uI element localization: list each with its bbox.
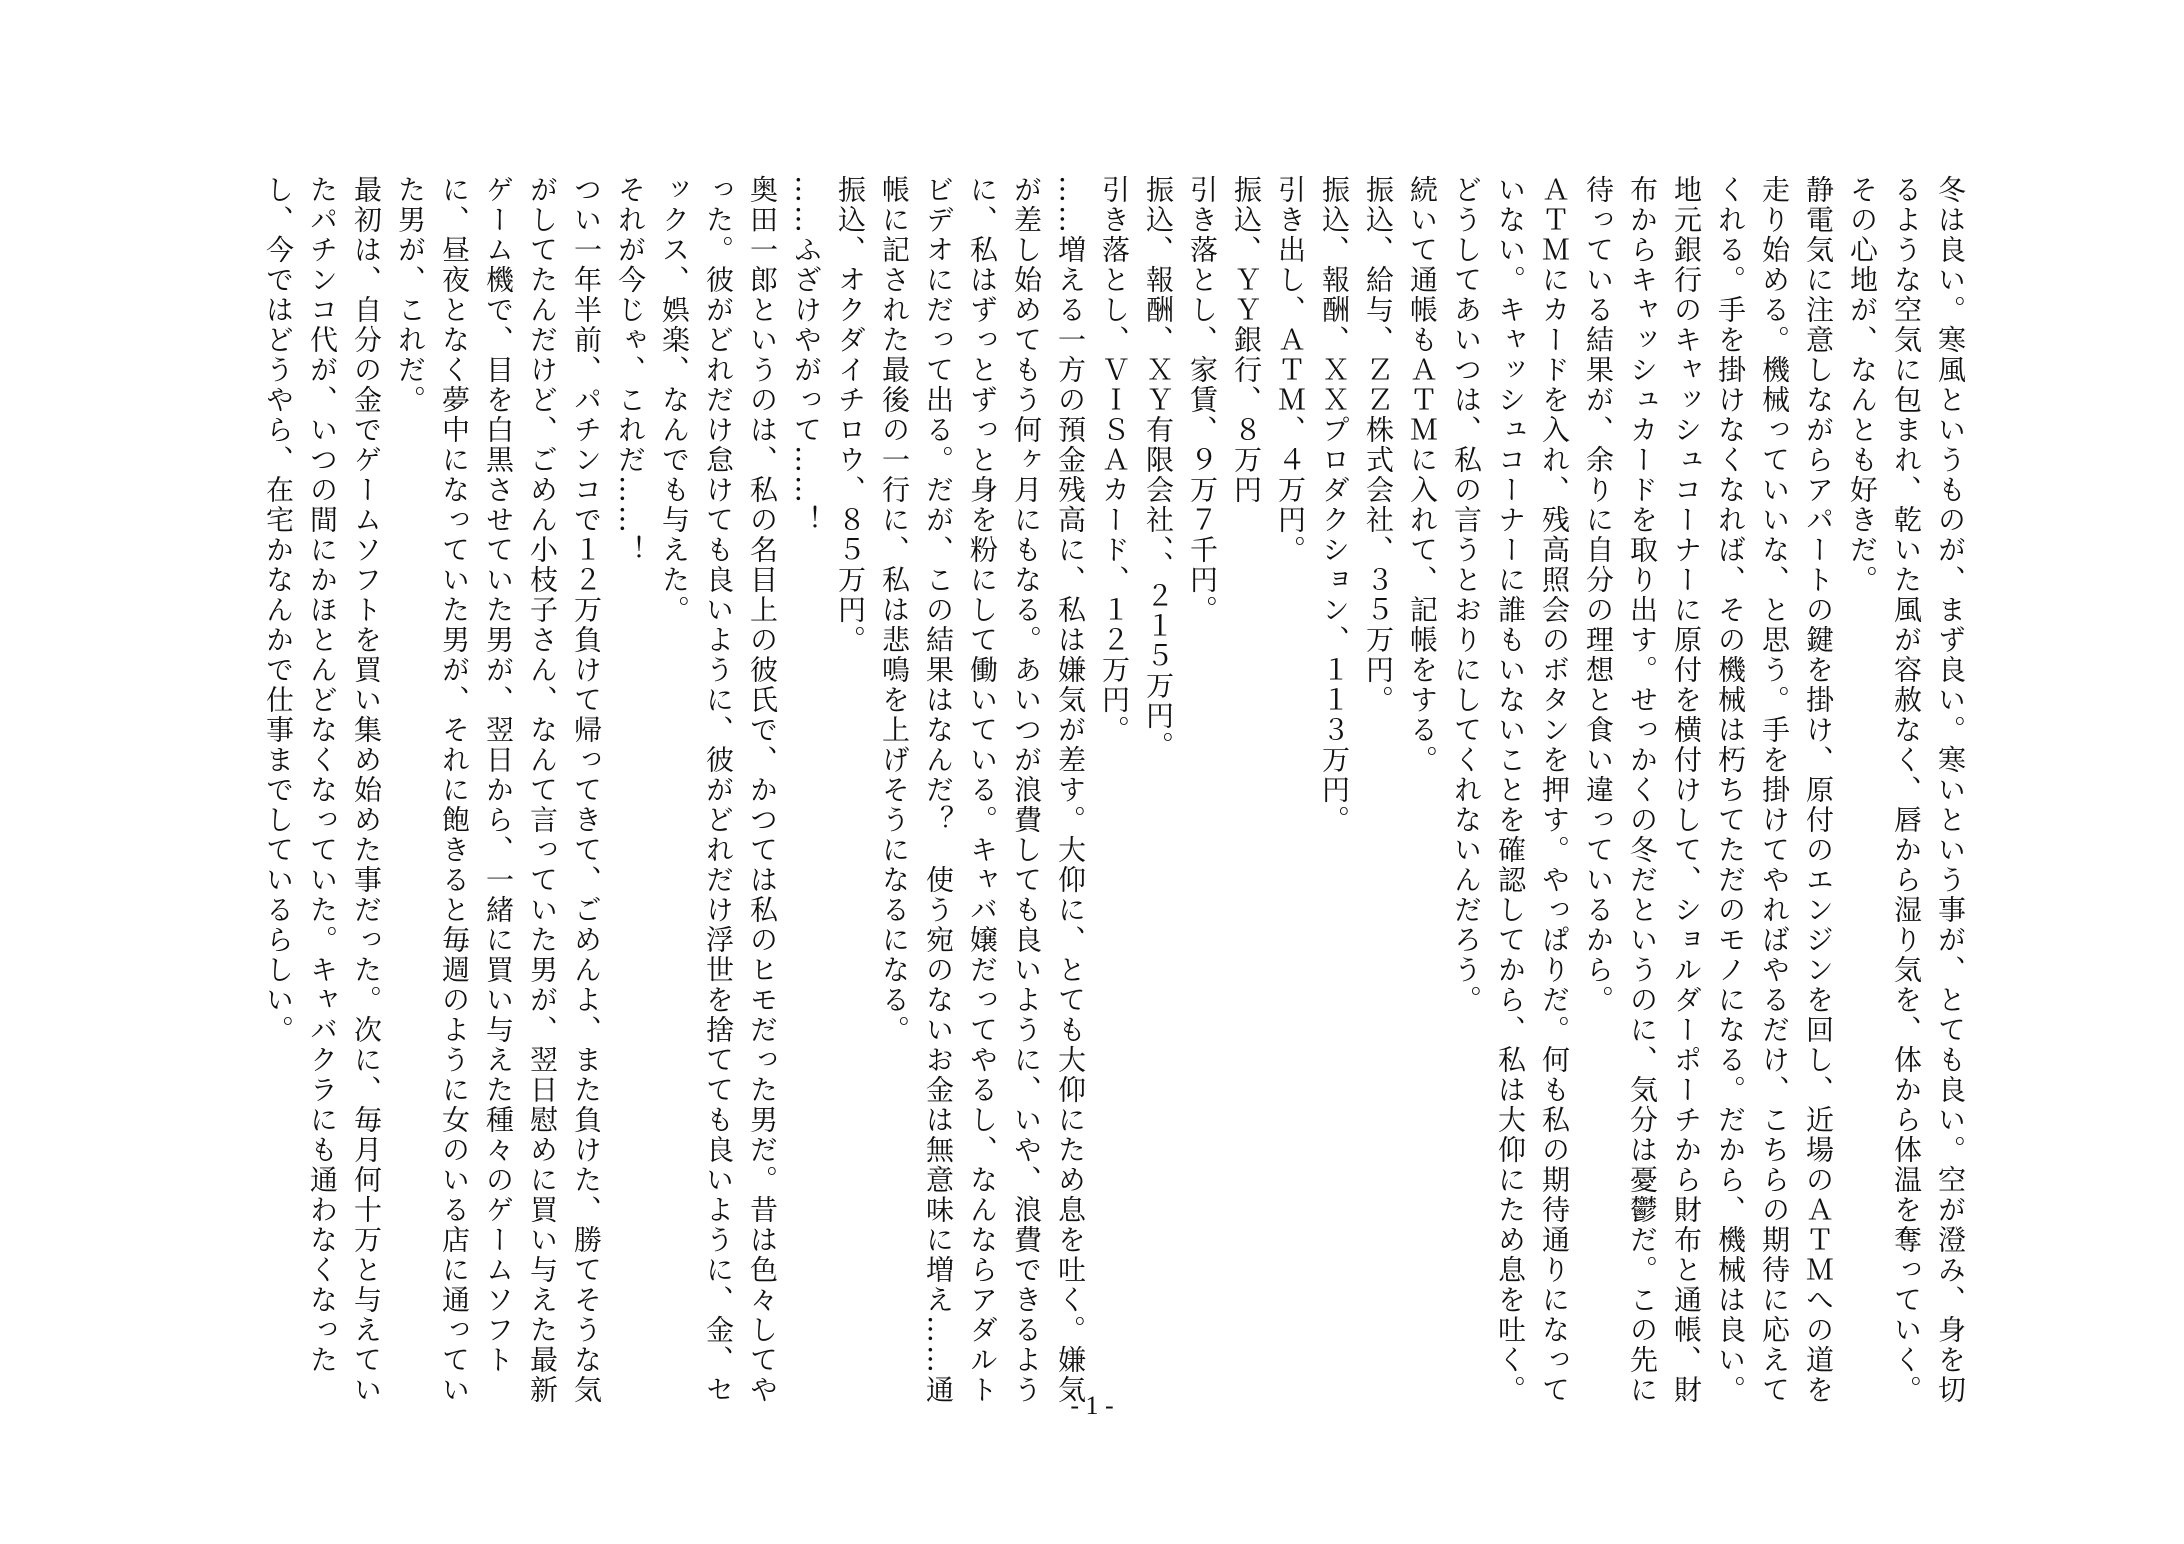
paragraph: つい一年半前、パチンコで１２万負けて帰ってきて、ごめんよ、また負けた、勝てそうな気がしてたんだけど、ごめん小枝子さん、なんて言っていた男が、翌日慰めに買い与えた最新ゲーム機で、目を白黒させていた男が、翌日から、一緒に買い与えた種々のゲームソフトに、昼夜となく夢中になっていた男が、それに飽きると毎週のように女のいる店に通っていた男が、これだ。 — [394, 175, 603, 1405]
paragraph: ……増える一方の預金残高に、私は嫌気が差す。大仰に、とても大仰にため息を吐く。嫌気が差し始めてもう何ヶ月にもなる。あいつが浪費しても良いように、いや、浪費できるように、私はずっとずっと身を粉にして働いている。キャバ嬢だってやるし、なんならアダルトビデオにだって出る。だが、この結果はなんだ？ 使う宛のないお金は無意味に増え……通帳に記された最後の一行に、私は悲鳴を上げそうになるになる。 — [878, 175, 1087, 1405]
paragraph: それが今じゃ、これだ……！ — [614, 175, 647, 565]
paragraph: 最初は、自分の金でゲームソフトを買い集め始めた事だった。次に、毎月何十万と与えていたパチンコ代が、いつの間にかほとんどなくなっていた。キャバクラにも通わなくなったし、今ではどうやら、在宅かなんかで仕事までしているらしい。 — [262, 175, 383, 1405]
paragraph: 引き出し、ＡＴＭ、４万円。 — [1274, 175, 1307, 565]
paragraph: 静電気に注意しながらアパートの鍵を掛け、原付のエンジンを回し、近場のＡＴＭへの道を走り始める。機械っていいな、と思う。手を掛けてやればやるだけ、こちらの期待に応えてくれる。手を掛けなくなれば、その機械は朽ちてただのモノになる。だから、機械は良い。 — [1714, 175, 1835, 1405]
paragraph: 冬は良い。寒風というものが、まず良い。寒いという事が、とても良い。空が澄み、身を切るような空気に包まれ、乾いた風が容赦なく、唇から湿り気を、体から体温を奪っていく。その心地が、なんとも好きだ。 — [1846, 175, 1967, 1405]
paragraph: 振込、報酬、ＸＹ有限会社、、２１５万円。 — [1142, 175, 1175, 761]
paragraph: 奥田一郎というのは、私の名目上の彼氏で、かつては私のヒモだった男だ。昔は色々してやった。彼がどれだけ怠けても良いように、彼がどれだけ浮世を捨てても良いように、金、セックス、娯楽、なんでも与えた。 — [658, 175, 779, 1405]
paragraph: 引き落とし、ＶＩＳＡカード、１２万円。 — [1098, 175, 1131, 745]
paragraph: 振込、ＹＹ銀行、８万円 — [1230, 175, 1263, 505]
paragraph: 振込、オクダイチロウ、８５万円。 — [834, 175, 867, 655]
page-number: - 1 - — [1070, 1391, 1114, 1420]
paragraph: 引き落とし、家賃、９万７千円。 — [1186, 175, 1219, 625]
paragraph: 振込、報酬、ＸＸプロダクション、１１３万円。 — [1318, 175, 1351, 835]
vertical-text-body — [212, 175, 1972, 1407]
paragraph: ＡＴＭにカードを入れ、残高照会のボタンを押す。やっぱりだ。何も私の期待通りになっていない。キャッシュコーナーに誰もいないことを確認してから、私は大仰にため息を吐く。どうしてあいつは、私の言うとおりにしてくれないんだろう。 — [1450, 175, 1571, 1405]
paragraph: 地元銀行のキャッシュコーナーに原付を横付けして、ショルダーポーチから財布と通帳、財布からキャッシュカードを取り出す。せっかくの冬だというのに、気分は憂鬱だ。この先に待っている結果が、余りに自分の理想と食い違っているから。 — [1582, 175, 1703, 1405]
paragraph: ……ふざけやがって……！ — [790, 175, 823, 535]
paragraph: 続いて通帳もＡＴＭに入れて、記帳をする。 — [1406, 175, 1439, 775]
paragraph: 振込、給与、ＺＺ株式会社、３５万円。 — [1362, 175, 1395, 715]
